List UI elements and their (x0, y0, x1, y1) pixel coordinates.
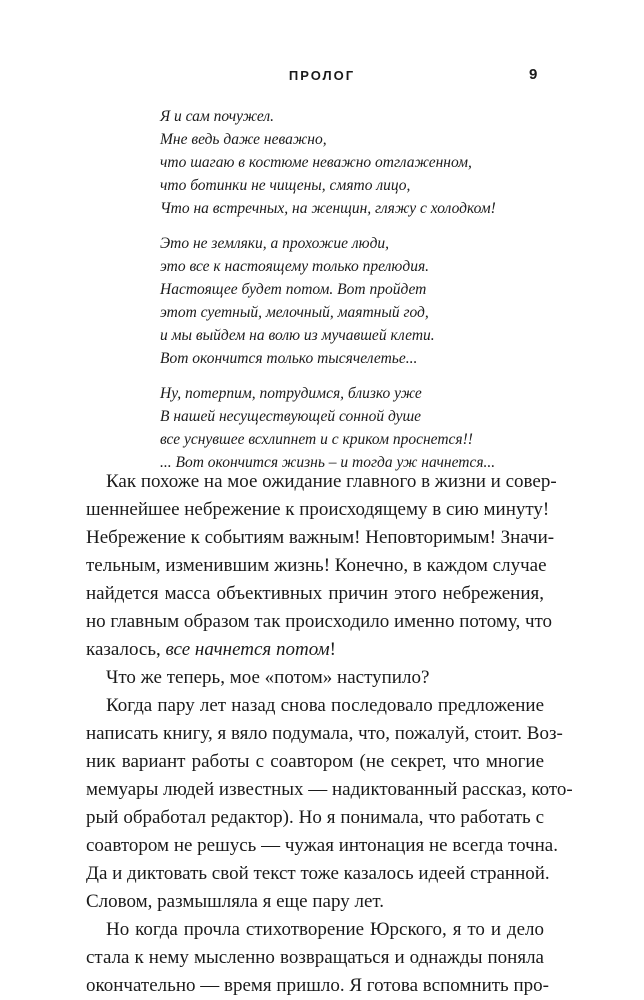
text-line: Как похоже на мое ожидание главного в жизни и совер- (106, 471, 557, 492)
poem-line: это все к настоящему только прелюдия. (160, 258, 430, 275)
emphasis: все начнется потом (165, 639, 330, 660)
paragraph (86, 664, 544, 692)
poem-stanza (160, 232, 600, 370)
poem-stanza (160, 382, 600, 474)
poem-line: и мы выйдем на волю из мучавшей клети. (160, 327, 435, 344)
text-line: Небрежение к событиям важным! Неповторимым! Значи- (86, 527, 555, 548)
page-header (0, 68, 644, 90)
text-line: шеннейшее небрежение к происходящему в сию минуту! (86, 499, 550, 520)
poem-line: Это не земляки, а прохожие люди, (160, 235, 390, 252)
paragraph (86, 916, 549, 1000)
text-line: стала к нему мысленно возвращаться и однажды поняла (86, 947, 544, 968)
text-line: Словом, размышляла я еще пару лет. (86, 891, 385, 912)
text-line: Что же теперь, мое «потом» наступило? (106, 667, 430, 688)
text-line: Да и диктовать свой текст тоже казалось идеей странной. (86, 863, 550, 884)
text-line: мемуары людей известных — надиктованный рассказ, кото- (86, 779, 573, 800)
poem-line: Вот окончится только тысячелетье... (160, 350, 418, 367)
poem-line: этот суетный, мелочный, маятный год, (160, 304, 429, 321)
poem-line: Настоящее будет потом. Вот пройдет (160, 281, 427, 298)
epigraph-poem (160, 105, 600, 486)
body-text (86, 468, 573, 1000)
poem-line: что ботинки не чищены, смято лицо, (160, 177, 411, 194)
poem-line: ... Вот окончится жизнь – и тогда уж начнется... (160, 454, 496, 471)
poem-line: все уснувшее всхлипнет и с криком проснется!! (160, 431, 473, 448)
text-line: Но когда прочла стихотворение Юрского, я то и дело (106, 919, 544, 940)
text-fragment: казалось, (86, 639, 166, 660)
text-line: найдется масса объективных причин этого небрежения, (86, 583, 544, 604)
poem-line: Мне ведь даже неважно, (160, 131, 327, 148)
poem-line: Я и сам почужел. (160, 108, 275, 125)
text-line: написать книгу, я вяло подумала, что, пожалуй, стоит. Воз- (86, 723, 563, 744)
paragraph (86, 468, 557, 664)
poem-line: что шагаю в костюме неважно отглаженном, (160, 154, 472, 171)
poem-line: В нашей несуществующей сонной душе (160, 408, 422, 425)
text-line: Когда пару лет назад снова последовало предложение (106, 695, 544, 716)
text-line (86, 636, 544, 664)
text-line: окончательно — время пришло. Я готова вспомнить про- (86, 975, 549, 996)
poem-line: Ну, потерпим, потрудимся, близко уже (160, 385, 422, 402)
text-line: тельным, изменившим жизнь! Конечно, в каждом случае (86, 555, 547, 576)
poem-stanza (160, 105, 600, 220)
text-line: но главным образом так происходило именно потому, что (86, 611, 553, 632)
poem-line: Что на встречных, на женщин, гляжу с холодком! (160, 200, 496, 217)
paragraph (86, 692, 573, 916)
text-fragment: ! (329, 639, 336, 660)
text-line: соавтором не решусь — чужая интонация не всегда точна. (86, 835, 558, 856)
running-head: ПРОЛОГ (288, 68, 356, 83)
page-number: 9 (529, 66, 538, 83)
text-line: рый обработал редактор). Но я понимала, что работать с (86, 807, 544, 828)
text-line: ник вариант работы с соавтором (не секрет, что многие (86, 751, 544, 772)
